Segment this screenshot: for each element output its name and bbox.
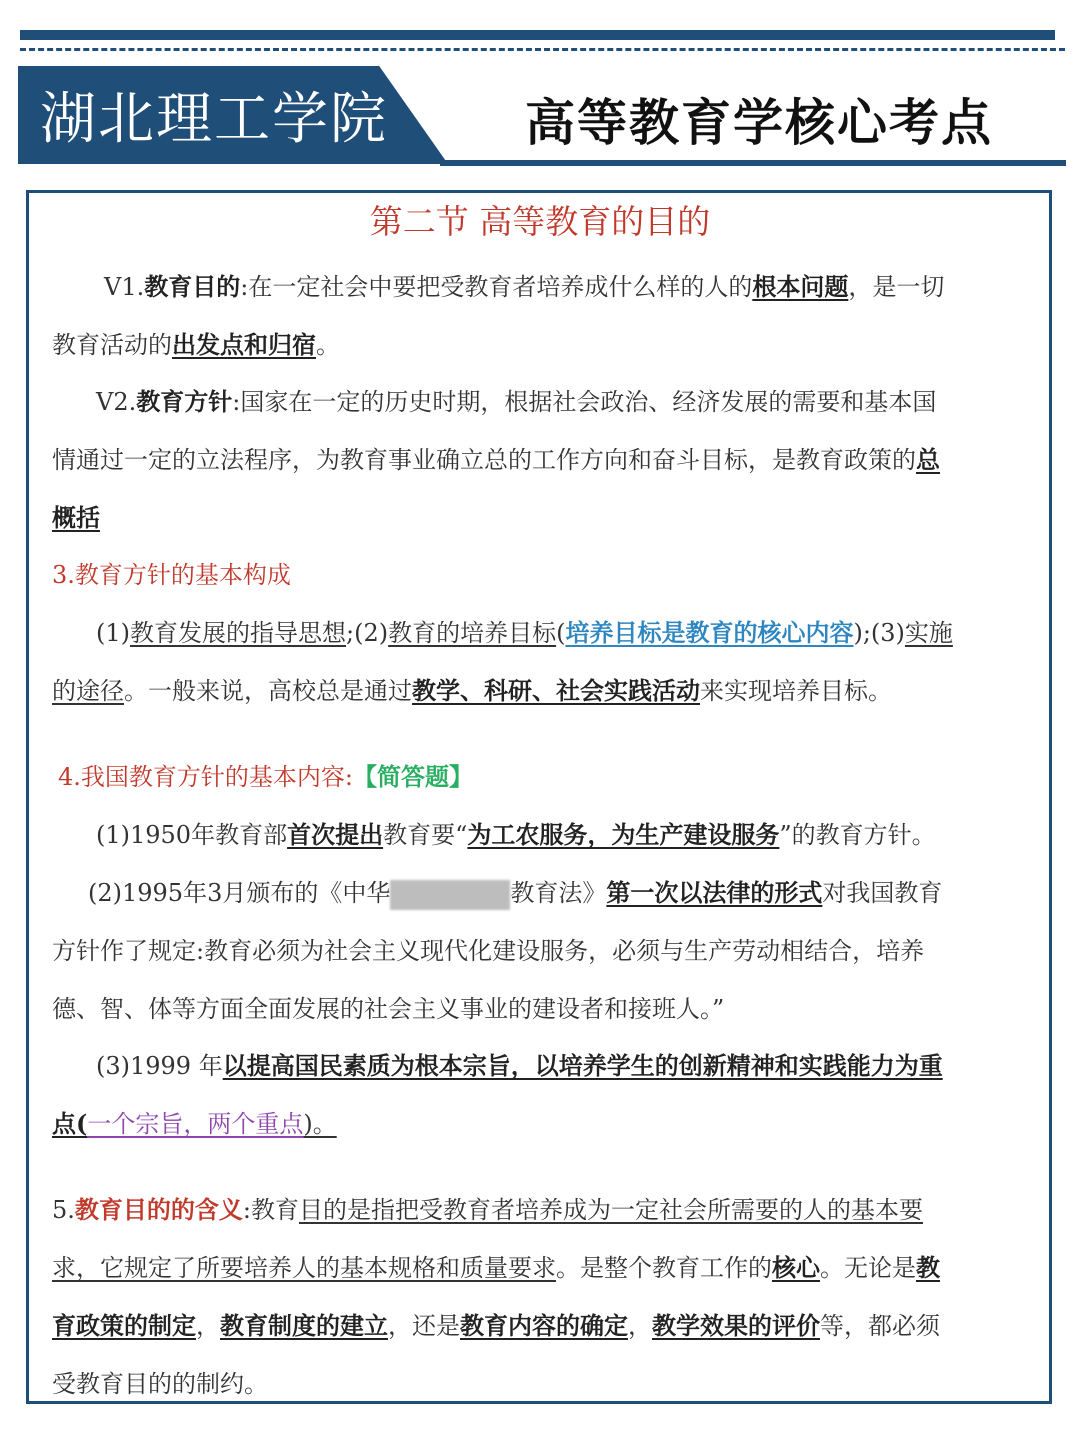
heading-4: 4.我国教育方针的基本内容:【简答题】 [58, 762, 473, 791]
paragraph-4-3: (3)1999 年以提高国民素质为根本宗旨，以培养学生的创新精神和实践能力为重 点(一个宗旨，两个重点)。 [52, 1051, 943, 1138]
paragraph-4-2: (2)1995年3月颁布的《中华 教育法》第一次以法律的形式对我国教育 方针作了规定:教育必须为社会主义现代化建设服务，必须与生产劳动相结合，培养 德、智、体等方面全面发展的社会主义事业的建设者和接班人。” [52, 878, 943, 1023]
question-type-tag: 【简答题】 [352, 762, 473, 791]
blurred-text [390, 880, 510, 910]
paragraph-3: (1)教育发展的指导思想;(2)教育的培养目标(培养目标是教育的核心内容);(3)实施 的途径。一般来说，高校总是通过教学、科研、社会实践活动来实现培养目标。 [52, 618, 953, 705]
section-title: 第二节 高等教育的目的 [369, 202, 711, 241]
top-bar [20, 30, 1055, 40]
paragraph-5: 5.教育目的的含义:教育目的是指把受教育者培养成为一定社会所需要的人的基本要 求，它规定了所要培养人的基本规格和质量要求。是整个教育工作的核心。无论是教 育政策的制定，教育制度的建立，还是教育内容的确定，教学效果的评价等，都必须 受教育目的的制约。 [52, 1195, 940, 1398]
paragraph-v1: V1.教育目的:在一定社会中要把受教育者培养成什么样的人的根本问题，是一切 教育活动的出发点和归宿。 [52, 272, 945, 359]
heading-3: 3.教育方针的基本构成 [52, 561, 291, 589]
course-title: 高等教育学核心考点 [525, 93, 993, 152]
paragraph-4-1: (1)1950年教育部首次提出教育要“为工农服务，为生产建设服务”的教育方针。 [96, 820, 936, 849]
dashed-divider [20, 48, 1065, 51]
school-name: 湖北理工学院 [40, 87, 388, 152]
paragraph-v2: V2.教育方针:国家在一定的历史时期，根据社会政治、经济发展的需要和基本国 情通过一定的立法程序，为教育事业确立总的工作方向和奋斗目标，是教育政策的总 概括 [52, 387, 940, 532]
header-rule [440, 160, 1066, 166]
